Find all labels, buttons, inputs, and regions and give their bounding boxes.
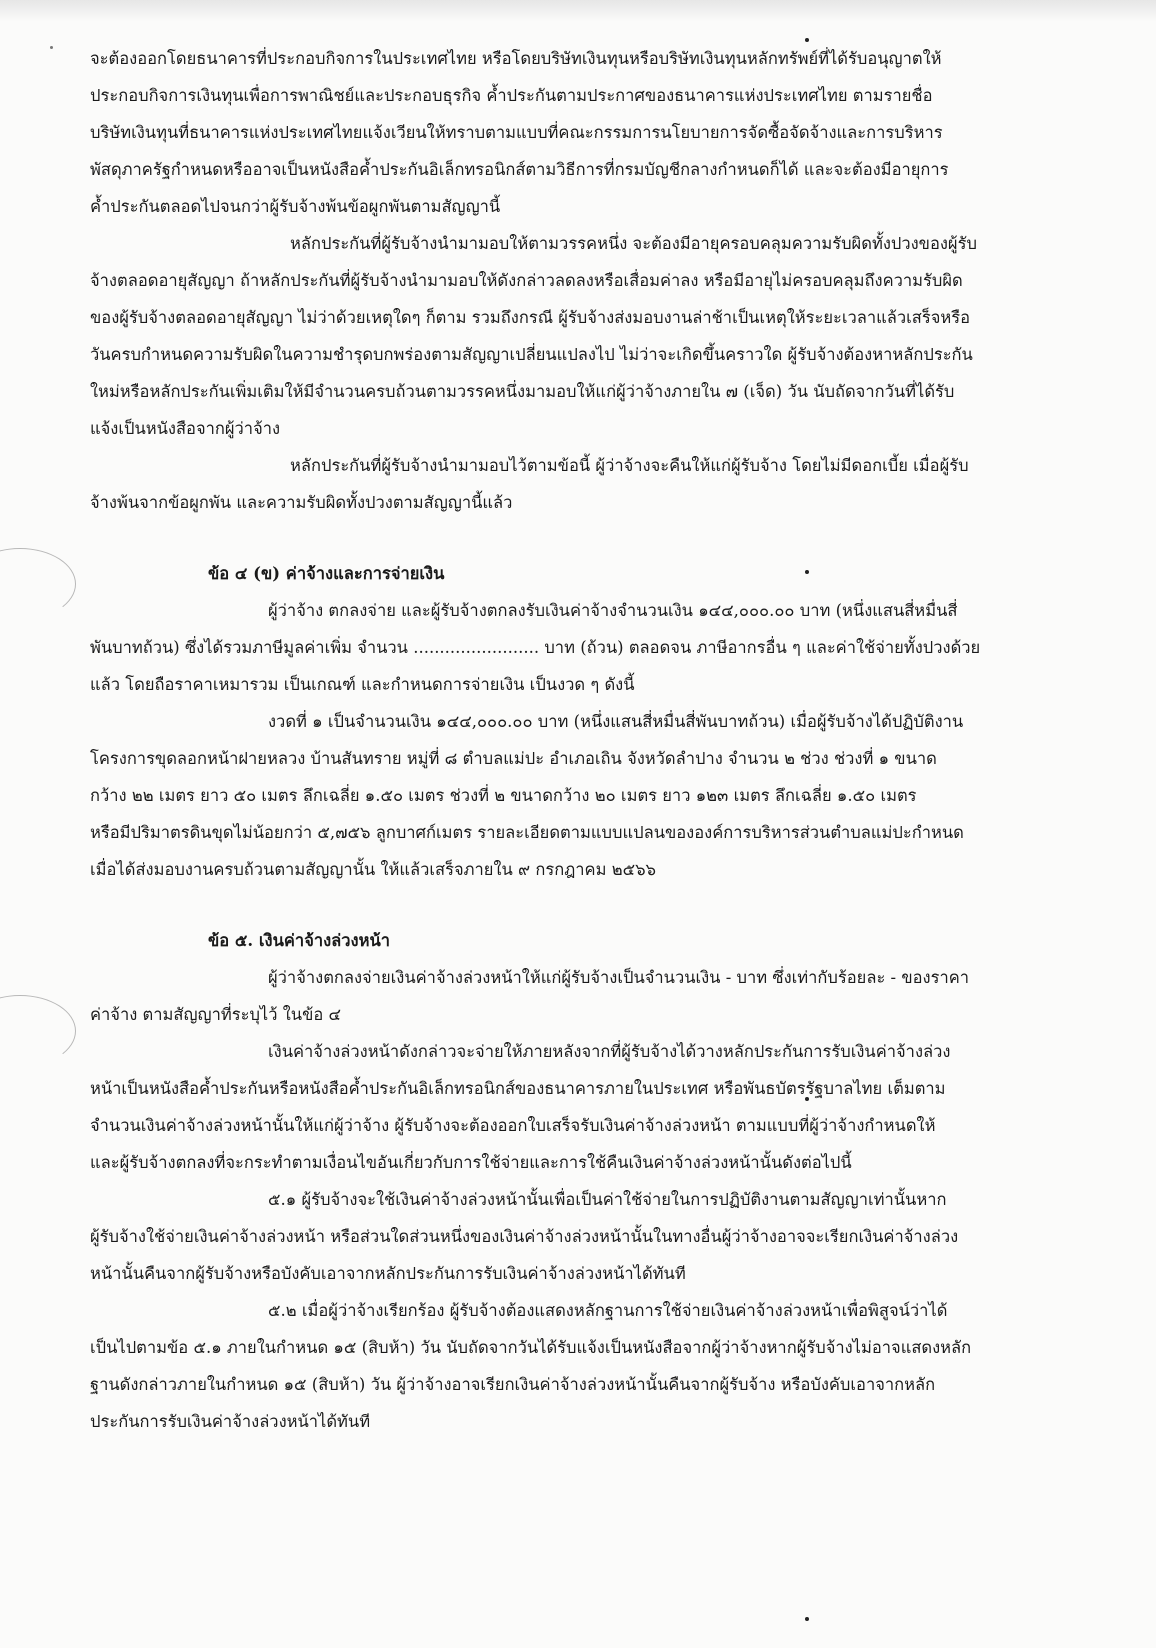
text-line: จ้างตลอดอายุสัญญา ถ้าหลักประกันที่ผู้รับจ้างนำมามอบให้ดังกล่าวลดลงหรือเสื่อมค่าลง หรือมีอายุไม่ครอบคลุมถึงความรับผิด (90, 271, 963, 290)
text-line: ประกันการรับเงินค่าจ้างล่วงหน้าได้ทันที (90, 1412, 371, 1431)
text-line: เป็นไปตามข้อ ๕.๑ ภายในกำหนด ๑๕ (สิบห้า) วัน นับถัดจากวันได้รับแจ้งเป็นหนังสือจากผู้ว่าจ้างหากผู้รับจ้างไม่อาจแสดงหลัก (90, 1338, 972, 1357)
scan-edge-shadow (0, 0, 1156, 22)
text-line: จำนวนเงินค่าจ้างล่วงหน้านั้นให้แก่ผู้ว่าจ้าง ผู้รับจ้างจะต้องออกใบเสร็จรับเงินค่าจ้างล่วงหน้า ตามแบบที่ผู้ว่าจ้างกำหนดให้ (90, 1116, 936, 1135)
text-line: เมื่อได้ส่งมอบงานครบถ้วนตามสัญญานั้น ให้แล้วเสร็จภายใน ๙ กรกฎาคม ๒๕๖๖ (90, 860, 657, 879)
text-line: โครงการขุดลอกหน้าฝายหลวง บ้านสันทราย หมู่ที่ ๘ ตำบลแม่ปะ อำเภอเถิน จังหวัดลำปาง จำนวน ๒ ช่วง ช่วงที่ ๑ ขนาด (90, 749, 937, 768)
section-5-advance-conditions (90, 1033, 1060, 1181)
paragraph-guarantee-return (90, 447, 1060, 521)
section-4-payment-terms (90, 592, 1060, 703)
text-line: และผู้รับจ้างตกลงที่จะกระทำตามเงื่อนไขอันเกี่ยวกับการใช้จ่ายและการใช้คืนเงินค่าจ้างล่วงหน้านั้นดังต่อไปนี้ (90, 1153, 852, 1172)
text-line: ค้ำประกันตลอดไปจนกว่าผู้รับจ้างพ้นข้อผูกพันตามสัญญานี้ (90, 197, 501, 216)
text-line: บริษัทเงินทุนที่ธนาคารแห่งประเทศไทยแจ้งเวียนให้ทราบตามแบบที่คณะกรรมการนโยบายการจัดซื้อจัดจ้างและการบริหาร (90, 123, 943, 142)
scan-speck (805, 1617, 809, 1621)
section-4-installment-1 (90, 703, 1060, 888)
scan-speck (50, 46, 53, 49)
text-line: พัสดุภาครัฐกำหนดหรืออาจเป็นหนังสือค้ำประกันอิเล็กทรอนิกส์ตามวิธีการที่กรมบัญชีกลางกำหนดก็ได้ และจะต้องมีอายุการ (90, 160, 949, 179)
text-line: งวดที่ ๑ เป็นจำนวนเงิน ๑๔๔,๐๐๐.๐๐ บาท (หนึ่งแสนสี่หมื่นสี่พันบาทถ้วน) เมื่อผู้รับจ้างได้ปฏิบัติงาน (268, 712, 964, 731)
text-line: ผู้ว่าจ้าง ตกลงจ่าย และผู้รับจ้างตกลงรับเงินค่าจ้างจำนวนเงิน ๑๔๔,๐๐๐.๐๐ บาท (หนึ่งแสนสี่หมื่นสี่ (268, 601, 958, 620)
text-line: หน้านั้นคืนจากผู้รับจ้างหรือบังคับเอาจากหลักประกันการรับเงินค่าจ้างล่วงหน้าได้ทันที (90, 1264, 686, 1283)
text-line: หลักประกันที่ผู้รับจ้างนำมามอบไว้ตามข้อนี้ ผู้ว่าจ้างจะคืนให้แก่ผู้รับจ้าง โดยไม่มีดอกเบี้ย เมื่อผู้รับ (290, 456, 969, 475)
text-line: ประกอบกิจการเงินทุนเพื่อการพาณิชย์และประกอบธุรกิจ ค้ำประกันตามประกาศของธนาคารแห่งประเทศไทย ตามรายชื่อ (90, 86, 933, 105)
text-line: แจ้งเป็นหนังสือจากผู้ว่าจ้าง (90, 419, 281, 438)
text-line: หน้าเป็นหนังสือค้ำประกันหรือหนังสือค้ำประกันอิเล็กทรอนิกส์ของธนาคารภายในประเทศ หรือพันธบัตรรัฐบาลไทย เต็มตาม (90, 1079, 946, 1098)
text-line: กว้าง ๒๒ เมตร ยาว ๕๐ เมตร ลึกเฉลี่ย ๑.๕๐ เมตร ช่วงที่ ๒ ขนาดกว้าง ๒๐ เมตร ยาว ๑๒๓ เมตร ลึกเฉลี่ย ๑.๕๐ เมตร (90, 786, 917, 805)
punch-hole-mark (0, 548, 76, 620)
text-line: ใหม่หรือหลักประกันเพิ่มเติมให้มีจำนวนครบถ้วนตามวรรคหนึ่งมามอบให้แก่ผู้ว่าจ้างภายใน ๗ (เจ็ด) วัน นับถัดจากวันที่ได้รับ (90, 382, 955, 401)
text-line: พันบาทถ้วน) ซึ่งได้รวมภาษีมูลค่าเพิ่ม จำนวน ........................ บาท (ถ้วน) ตลอดจน ภาษีอากรอื่น ๆ และค่าใช้จ่ายทั้งปวงด้วย (90, 638, 981, 657)
section-5-advance-amount (90, 959, 1060, 1033)
text-line: หรือมีปริมาตรดินขุดไม่น้อยกว่า ๕,๗๕๖ ลูกบาศก์เมตร รายละเอียดตามแบบแปลนขององค์การบริหารส่วนตำบลแม่ปะกำหนด (90, 823, 964, 842)
text-line: จ้างพ้นจากข้อผูกพัน และความรับผิดทั้งปวงตามสัญญานี้แล้ว (90, 493, 513, 512)
document-body (90, 40, 1060, 1440)
text-line: ผู้รับจ้างใช้จ่ายเงินค่าจ้างล่วงหน้า หรือส่วนใดส่วนหนึ่งของเงินค่าจ้างล่วงหน้านั้นในทางอื่นผู้ว่าจ้างอาจจะเรียกเงินค่าจ้างล่วง (90, 1227, 959, 1246)
section-5-1 (90, 1181, 1060, 1292)
text-line: จะต้องออกโดยธนาคารที่ประกอบกิจการในประเทศไทย หรือโดยบริษัทเงินทุนหรือบริษัทเงินทุนหลักทรัพย์ที่ได้รับอนุญาตให้ (90, 49, 942, 68)
text-line: แล้ว โดยถือราคาเหมารวม เป็นเกณฑ์ และกำหนดการจ่ายเงิน เป็นงวด ๆ ดังนี้ (90, 675, 635, 694)
section-5-heading: ข้อ ๕. เงินค่าจ้างล่วงหน้า (208, 931, 391, 950)
section-4-heading: ข้อ ๔ (ข) ค่าจ้างและการจ่ายเงิน (208, 564, 445, 583)
section-5-2 (90, 1292, 1060, 1440)
text-line: ค่าจ้าง ตามสัญญาที่ระบุไว้ ในข้อ ๔ (90, 1005, 341, 1024)
paragraph-guarantee-issuer (90, 40, 1060, 225)
text-line: ๕.๑ ผู้รับจ้างจะใช้เงินค่าจ้างล่วงหน้านั้นเพื่อเป็นค่าใช้จ่ายในการปฏิบัติงานตามสัญญาเท่านั้นหาก (268, 1190, 947, 1209)
text-line: หลักประกันที่ผู้รับจ้างนำมามอบให้ตามวรรคหนึ่ง จะต้องมีอายุครอบคลุมความรับผิดทั้งปวงของผู้รับ (290, 234, 977, 253)
paragraph-guarantee-coverage (90, 225, 1060, 447)
punch-hole-mark (0, 995, 76, 1067)
text-line: เงินค่าจ้างล่วงหน้าดังกล่าวจะจ่ายให้ภายหลังจากที่ผู้รับจ้างได้วางหลักประกันการรับเงินค่าจ้างล่วง (268, 1042, 951, 1061)
text-line: ๕.๒ เมื่อผู้ว่าจ้างเรียกร้อง ผู้รับจ้างต้องแสดงหลักฐานการใช้จ่ายเงินค่าจ้างล่วงหน้าเพื่อพิสูจน์ว่าได้ (268, 1301, 948, 1320)
text-line: ผู้ว่าจ้างตกลงจ่ายเงินค่าจ้างล่วงหน้าให้แก่ผู้รับจ้างเป็นจำนวนเงิน - บาท ซึ่งเท่ากับร้อยละ - ของราคา (268, 968, 970, 987)
text-line: ของผู้รับจ้างตลอดอายุสัญญา ไม่ว่าด้วยเหตุใดๆ ก็ตาม รวมถึงกรณี ผู้รับจ้างส่งมอบงานล่าช้าเป็นเหตุให้ระยะเวลาแล้วเสร็จหรือ (90, 308, 971, 327)
text-line: วันครบกำหนดความรับผิดในความชำรุดบกพร่องตามสัญญาเปลี่ยนแปลงไป ไม่ว่าจะเกิดขึ้นคราวใด ผู้รับจ้างต้องหาหลักประกัน (90, 345, 973, 364)
text-line: ฐานดังกล่าวภายในกำหนด ๑๕ (สิบห้า) วัน ผู้ว่าจ้างอาจเรียกเงินค่าจ้างล่วงหน้านั้นคืนจากผู้รับจ้าง หรือบังคับเอาจากหลัก (90, 1375, 936, 1394)
